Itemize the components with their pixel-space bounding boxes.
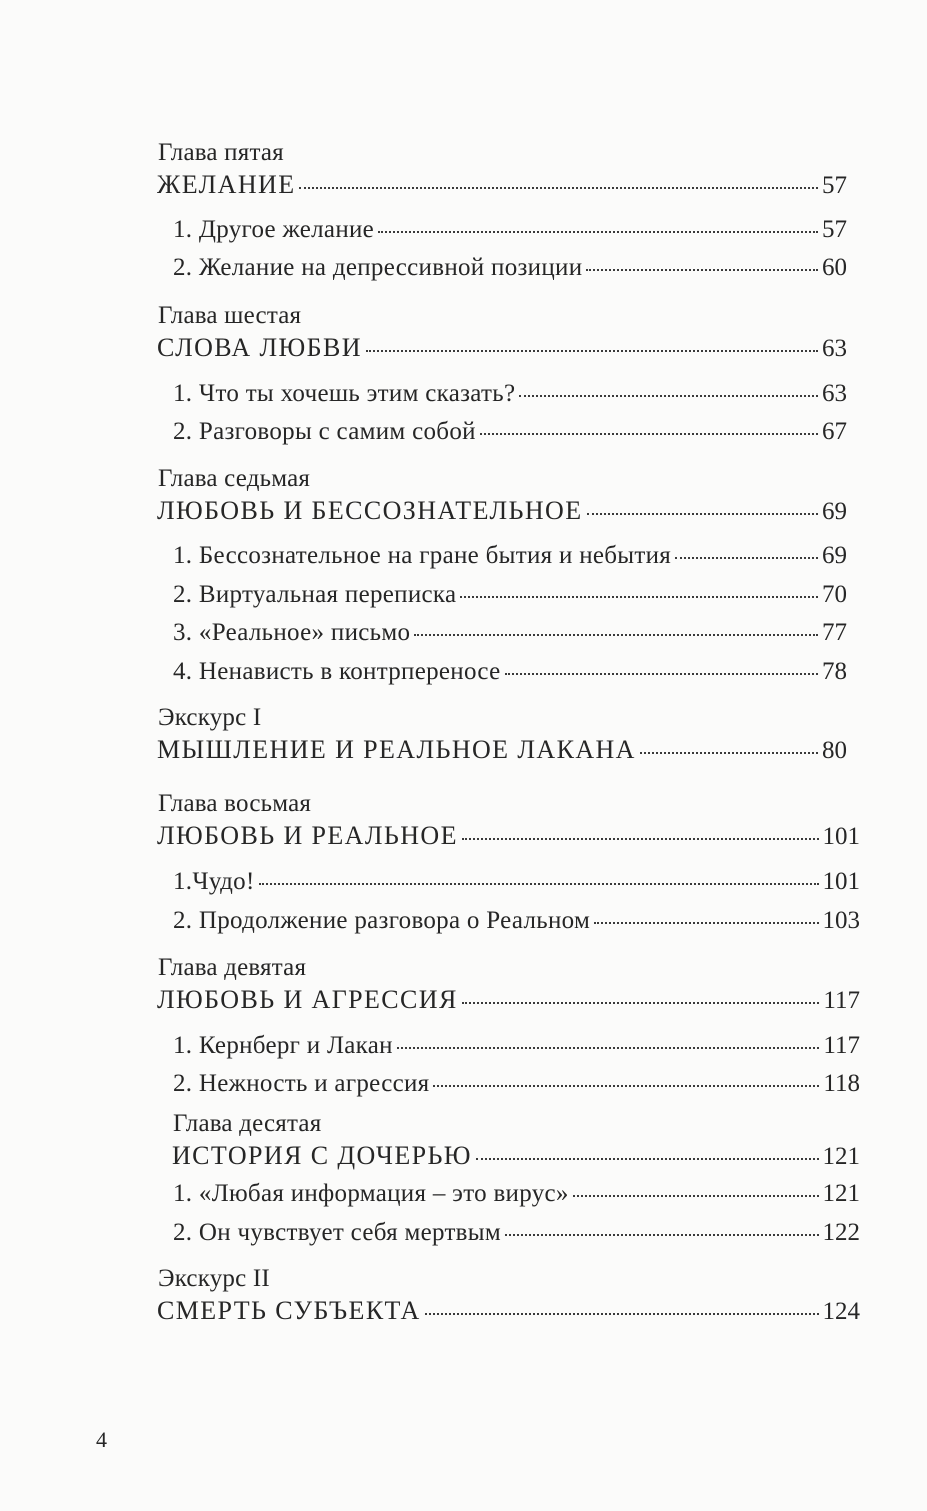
chapter-title-entry (157, 333, 847, 363)
chapter-title: СМЕРТЬ СУБЪЕКТА (157, 1296, 421, 1325)
dot-leader (433, 1085, 819, 1087)
section-entry (173, 581, 847, 609)
chapter-title-entry (172, 1141, 860, 1171)
section-title: 2. Нежность и агрессия (173, 1070, 430, 1097)
section-entry (173, 1032, 860, 1060)
page-number: 78 (822, 658, 847, 685)
dot-leader (259, 883, 819, 885)
page-number: 63 (822, 380, 847, 407)
chapter-title: ИСТОРИЯ С ДОЧЕРЬЮ (172, 1141, 472, 1170)
section-title: 1. Другое желание (173, 216, 375, 243)
section-title: 2. Разговоры с самим собой (173, 418, 476, 445)
page-number: 77 (822, 619, 847, 646)
section-title: 4. Ненависть в контрпереносе (173, 658, 501, 685)
section-entry (173, 542, 847, 570)
section-entry (173, 868, 860, 896)
dot-leader (378, 231, 818, 233)
page-number: 101 (822, 868, 860, 895)
chapter-title-entry (157, 170, 847, 200)
chapter-title: СЛОВА ЛЮБВИ (157, 333, 362, 362)
section-entry (173, 1219, 860, 1247)
section-entry (173, 1180, 860, 1208)
dot-leader (675, 557, 818, 559)
section-title: 3. «Реальное» письмо (173, 619, 411, 646)
section-title: 1. Бессознательное на гране бытия и небытия (173, 542, 672, 569)
section-entry (173, 418, 847, 446)
section-entry (173, 380, 847, 408)
chapter-label: Экскурс II (158, 1265, 270, 1292)
section-title: 2. Продолжение разговора о Реальном (173, 907, 591, 934)
section-title: 1. Что ты хочешь этим сказать? (173, 380, 516, 407)
chapter-title-entry (157, 496, 847, 526)
section-title: 1. «Любая информация – это вирус» (173, 1180, 569, 1207)
page-number: 70 (822, 581, 847, 608)
chapter-title-entry (157, 1296, 860, 1326)
chapter-title: ЛЮБОВЬ И БЕССОЗНАТЕЛЬНОЕ (157, 496, 583, 525)
page-number: 117 (823, 1032, 860, 1059)
dot-leader (640, 752, 818, 754)
dot-leader (462, 1002, 820, 1004)
chapter-label: Глава восьмая (158, 790, 312, 817)
page-number: 122 (822, 1219, 860, 1246)
chapter-label: Глава седьмая (158, 465, 311, 492)
page-number: 80 (822, 737, 847, 764)
section-entry (173, 907, 860, 935)
chapter-title-entry (157, 821, 860, 851)
chapter-title: МЫШЛЕНИЕ И РЕАЛЬНОЕ ЛАКАНА (157, 735, 636, 764)
page-number: 103 (822, 907, 860, 934)
page-number: 57 (822, 216, 847, 243)
page-number: 101 (822, 823, 860, 850)
dot-leader (299, 187, 818, 189)
chapter-title: ЖЕЛАНИЕ (157, 170, 296, 199)
section-entry (173, 658, 847, 686)
chapter-label: Глава шестая (158, 302, 302, 329)
folio-page-number: 4 (96, 1427, 107, 1452)
dot-leader (425, 1313, 819, 1315)
section-entry (173, 254, 847, 282)
chapter-title: ЛЮБОВЬ И РЕАЛЬНОЕ (157, 821, 458, 850)
page-number: 121 (822, 1143, 860, 1170)
section-title: 2. Желание на депрессивной позиции (173, 254, 583, 281)
section-title: 1.Чудо! (173, 868, 255, 895)
dot-leader (480, 433, 818, 435)
section-entry (173, 216, 847, 244)
chapter-title-entry (157, 985, 860, 1015)
page-number: 124 (822, 1298, 860, 1325)
dot-leader (476, 1158, 819, 1160)
chapter-label: Глава десятая (173, 1110, 322, 1137)
dot-leader (519, 395, 818, 397)
dot-leader (505, 1234, 818, 1236)
page-number: 69 (822, 542, 847, 569)
dot-leader (587, 513, 818, 515)
page-number: 69 (822, 498, 847, 525)
dot-leader (594, 922, 818, 924)
page-number: 67 (822, 418, 847, 445)
page-number: 57 (822, 172, 847, 199)
section-entry (173, 1070, 860, 1098)
section-entry (173, 619, 847, 647)
page-number: 118 (823, 1070, 860, 1097)
section-title: 1. Кернберг и Лакан (173, 1032, 393, 1059)
dot-leader (573, 1195, 819, 1197)
chapter-title-entry (157, 735, 847, 765)
dot-leader (462, 838, 819, 840)
section-title: 2. Виртуальная переписка (173, 581, 457, 608)
page-number: 63 (822, 335, 847, 362)
chapter-label: Глава девятая (158, 954, 307, 981)
chapter-label: Глава пятая (158, 139, 284, 166)
page-number: 117 (823, 987, 860, 1014)
chapter-title: ЛЮБОВЬ И АГРЕССИЯ (157, 985, 458, 1014)
dot-leader (397, 1047, 820, 1049)
dot-leader (460, 596, 818, 598)
dot-leader (414, 634, 818, 636)
chapter-label: Экскурс I (158, 704, 262, 731)
dot-leader (505, 673, 819, 675)
section-title: 2. Он чувствует себя мертвым (173, 1219, 502, 1246)
page-number: 60 (822, 254, 847, 281)
dot-leader (586, 269, 818, 271)
page-number: 121 (822, 1180, 860, 1207)
dot-leader (366, 350, 818, 352)
